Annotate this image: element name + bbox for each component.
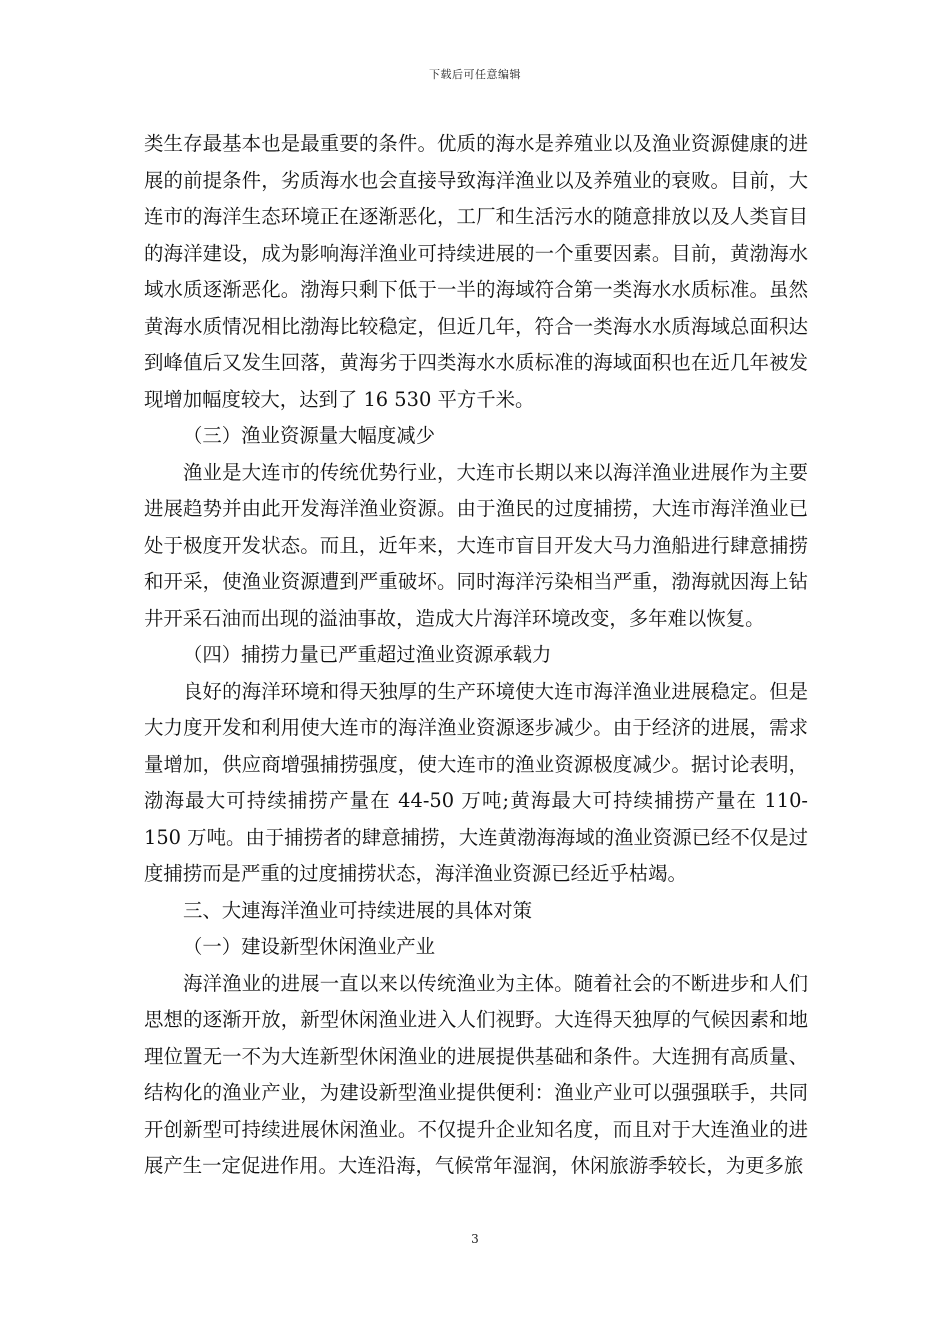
- heading-fishery-decline: （三）渔业资源量大幅度减少: [183, 424, 436, 447]
- paragraph-water-quality: 类生存最基本也是最重要的条件。优质的海水是养殖业以及渔业资源健康的进展的前提条件，劣质海水也会直接导致海洋渔业以及养殖业的衰败。目前，大连市的海洋生态环境正在逐渐恶化，工厂和生活污水的随意排放以及人类盲目的海洋建设，成为影响海洋渔业可持续进展的一个重要因素。目前，黄渤海水域水质逐渐恶化。渤海只剩下低于一半的海域符合第一类海水水质标准。虽然黄海水质情况相比渤海比较稳定，但近几年，符合一类海水水质海域总面积达到峰值后又发生回落，黄海劣于四类海水水质标准的海域面积也在近几年被发现增加幅度较大，达到了 16 530 平方千米。: [144, 132, 808, 411]
- heading-section-three: 三、大連海洋渔业可持续进展的具体对策: [183, 898, 533, 922]
- paragraph-fishery-decline: 渔业是大连市的传统优势行业，大连市长期以来以海洋渔业进展作为主要进展趋势并由此开发海洋渔业资源。由于渔民的过度捕捞，大连市海洋渔业已处于极度开发状态。而且，近年来，大连市盲目开发大马力渔船进行肆意捕捞和开采，使渔业资源遭到严重破坏。同时海洋污染相当严重，渤海就因海上钻井开采石油而出现的溢油事故，造成大片海洋环境改变，多年难以恢复。: [144, 460, 808, 630]
- page-number: 3: [471, 1232, 479, 1246]
- heading-fishing-capacity: （四）捕捞力量已严重超过渔业资源承载力: [183, 643, 552, 666]
- page-header: 下载后可任意编辑: [429, 68, 521, 81]
- paragraph-fishing-capacity: 良好的海洋环境和得天独厚的生产环境使大连市海洋渔业进展稳定。但是大力度开发和利用使大连市的海洋渔业资源逐步减少。由于经济的进展，需求量增加，供应商增强捕捞强度，使大连市的渔业资源极度减少。据讨论表明，渤海最大可持续捕捞产量在 44-50 万吨;黄海最大可持续捕捞产量在 110-150 万吨。由于捕捞者的肆意捕捞，大连黄渤海海域的渔业资源已经不仅是过度捕捞而是严重的过度捕捞状态，海洋渔业资源已经近乎枯竭。: [144, 679, 808, 885]
- heading-leisure-fishery: （一）建设新型休闲渔业产业: [183, 935, 436, 958]
- paragraph-leisure-fishery: 海洋渔业的进展一直以来以传统渔业为主体。随着社会的不断进步和人们思想的逐渐开放，新型休闲渔业进入人们视野。大连得天独厚的气候因素和地理位置无一不为大连新型休闲渔业的进展提供基础和条件。大连拥有高质量、结构化的渔业产业，为建设新型渔业提供便利：渔业产业可以强强联手，共同开创新型可持续进展休闲渔业。不仅提升企业知名度，而且对于大连渔业的进展产生一定促进作用。大连沿海，气候常年湿润，休闲旅游季较长，为更多旅: [144, 971, 808, 1177]
- document-body: [144, 126, 808, 1185]
